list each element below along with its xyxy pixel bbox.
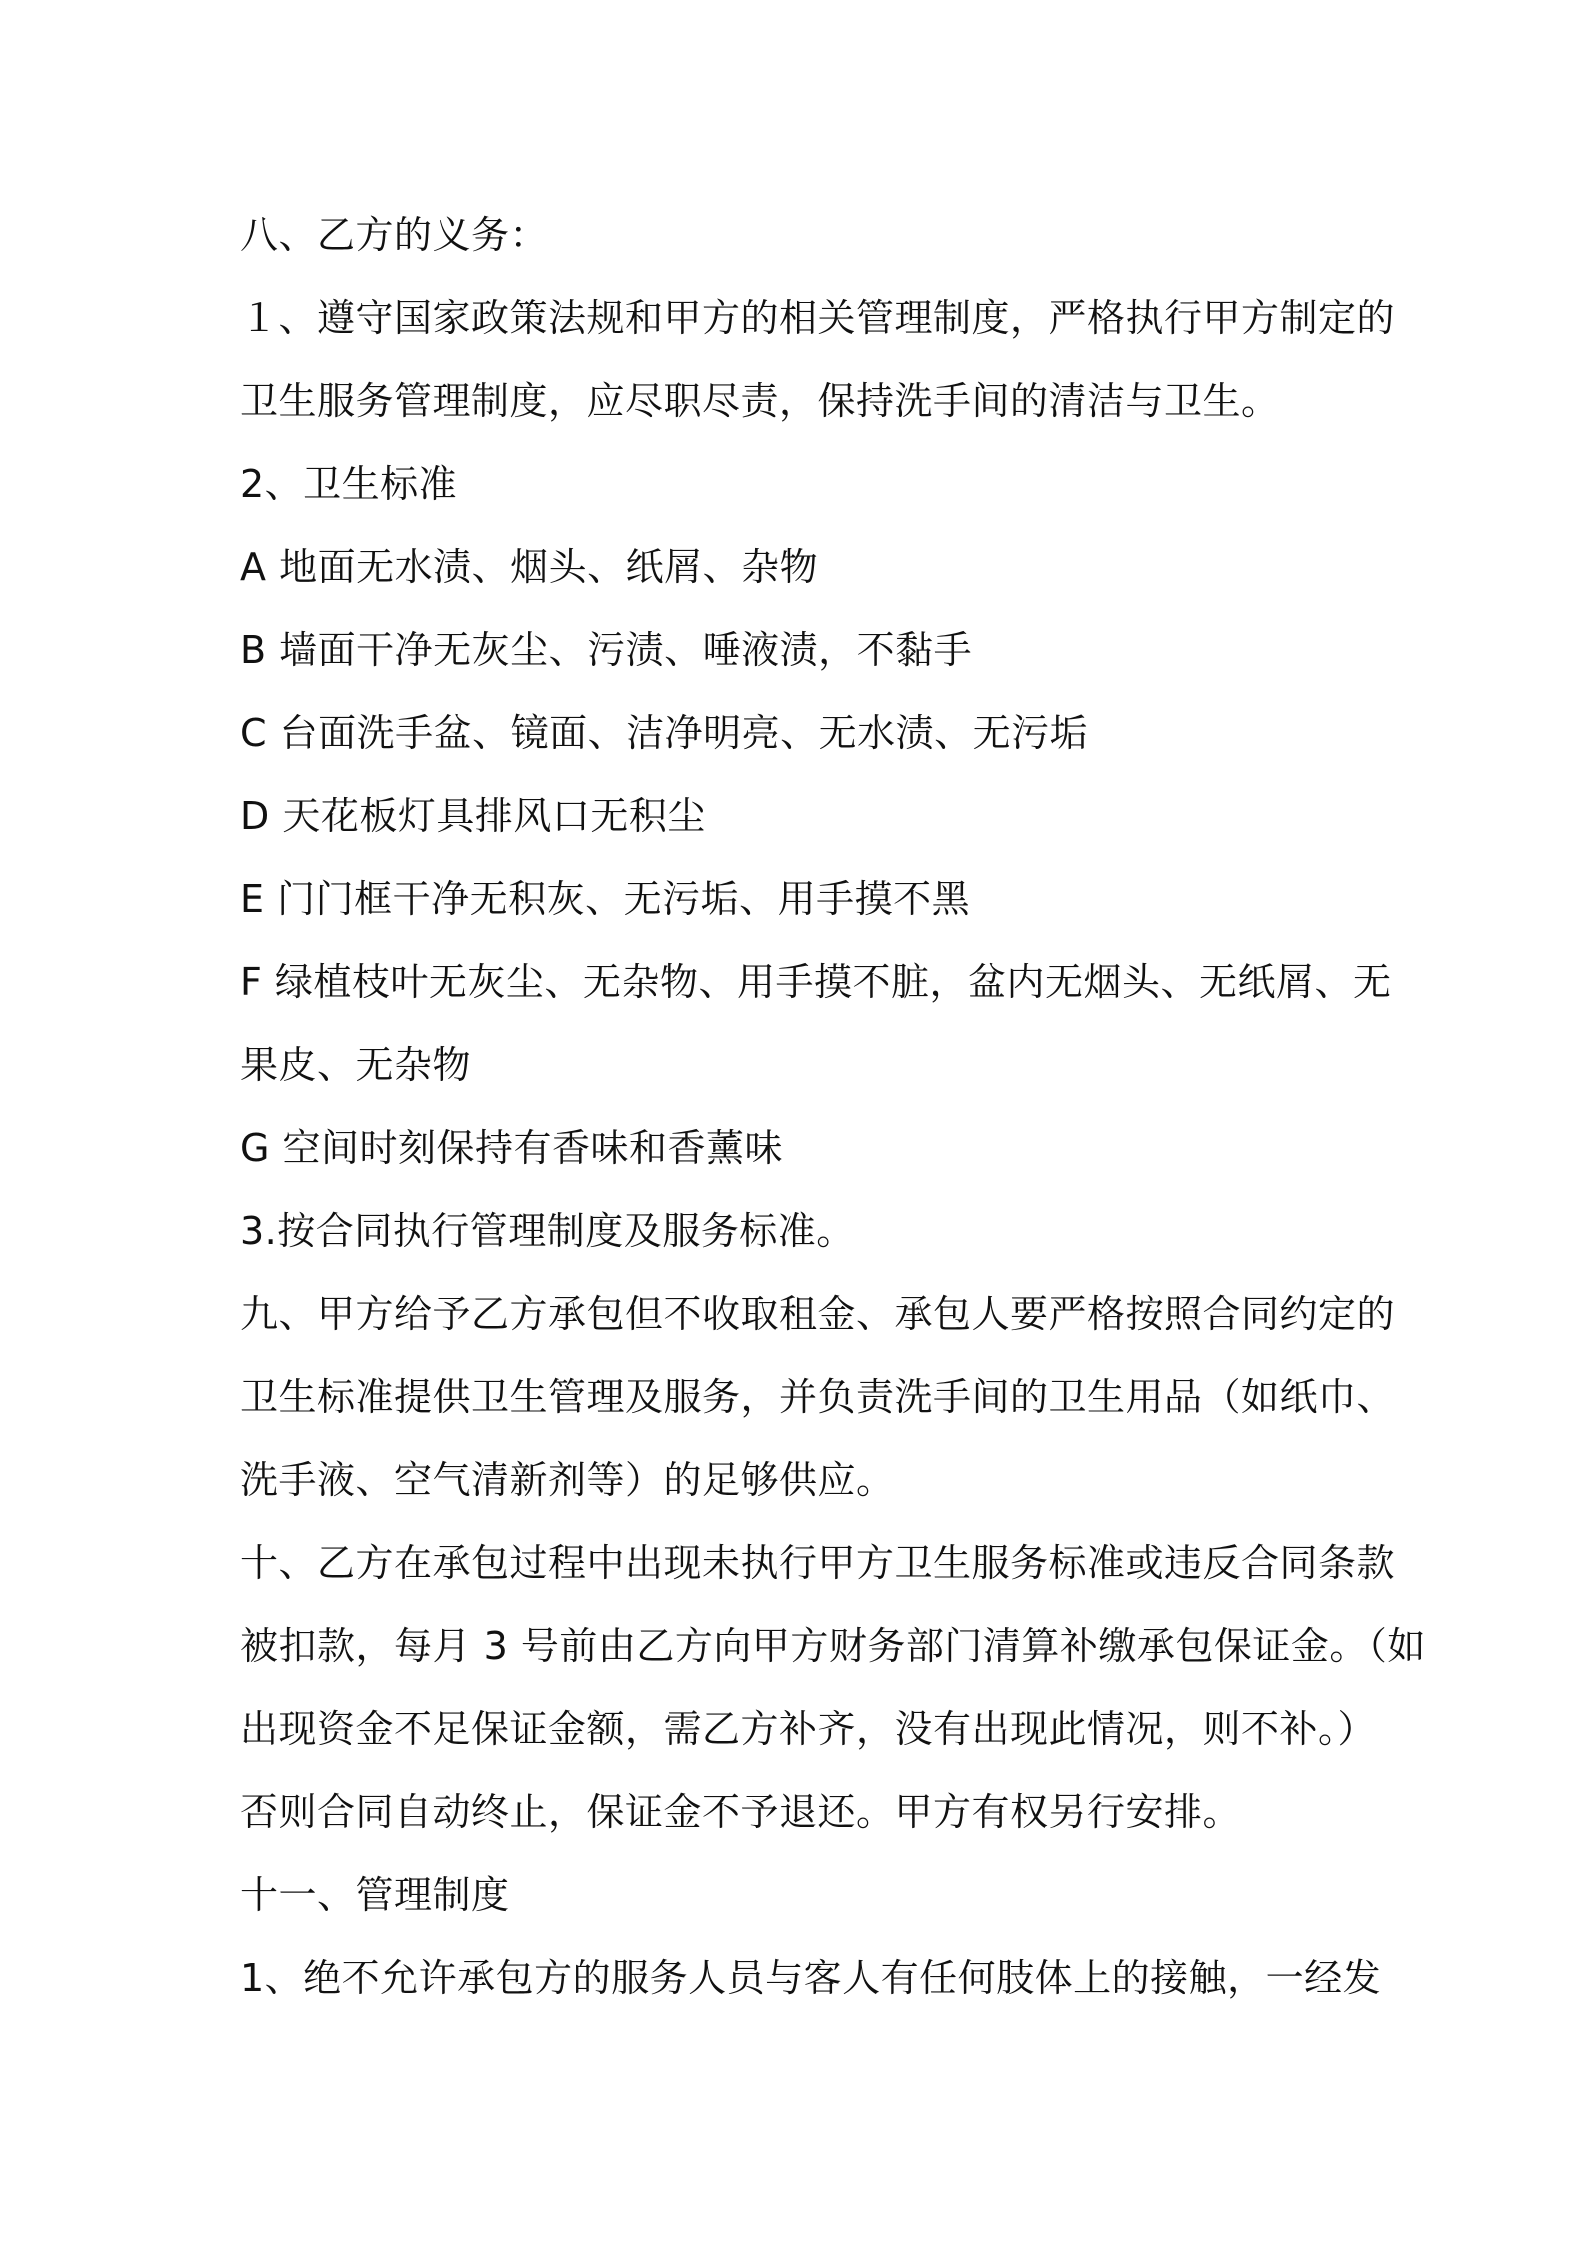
clause-8-1-line-2: 卫生服务管理制度，应尽职尽责，保持洗手间的清洁与卫生。 bbox=[240, 379, 1280, 423]
standard-d: D 天花板灯具排风口无积尘 bbox=[240, 794, 706, 838]
standard-f-line-1: F 绿植枝叶无灰尘、无杂物、用手摸不脏，盆内无烟头、无纸屑、无 bbox=[240, 960, 1392, 1004]
section-10-line-3: 出现资金不足保证金额，需乙方补齐，没有出现此情况，则不补。） bbox=[240, 1707, 1377, 1751]
section-9-line-3: 洗手液、空气清新剂等）的足够供应。 bbox=[240, 1458, 895, 1502]
standard-e: E 门门框干净无积灰、无污垢、用手摸不黑 bbox=[240, 877, 971, 921]
section-8-heading: 八、乙方的义务： bbox=[240, 213, 549, 257]
clause-8-1-line-1: １、遵守国家政策法规和甲方的相关管理制度，严格执行甲方制定的 bbox=[240, 296, 1396, 340]
section-9-line-2: 卫生标准提供卫生管理及服务，并负责洗手间的卫生用品（如纸巾、 bbox=[240, 1375, 1396, 1419]
clause-8-3: 3.按合同执行管理制度及服务标准。 bbox=[240, 1209, 855, 1253]
standard-f-line-2: 果皮、无杂物 bbox=[240, 1043, 472, 1087]
standard-g: G 空间时刻保持有香味和香薰味 bbox=[240, 1126, 784, 1170]
section-11-clause-1: 1、绝不允许承包方的服务人员与客人有任何肢体上的接触，一经发 bbox=[240, 1956, 1382, 2000]
section-9-line-1: 九、甲方给予乙方承包但不收取租金、承包人要严格按照合同约定的 bbox=[240, 1292, 1396, 1336]
section-10-line-2: 被扣款，每月 3 号前由乙方向甲方财务部门清算补缴承包保证金。（如 bbox=[240, 1624, 1426, 1668]
standard-b: B 墙面干净无灰尘、污渍、唾液渍，不黏手 bbox=[240, 628, 973, 672]
standard-c: C 台面洗手盆、镜面、洁净明亮、无水渍、无污垢 bbox=[240, 711, 1089, 755]
section-11-heading: 十一、管理制度 bbox=[240, 1873, 510, 1917]
clause-8-2-heading: 2、卫生标准 bbox=[240, 462, 458, 506]
section-10-line-4: 否则合同自动终止，保证金不予退还。甲方有权另行安排。 bbox=[240, 1790, 1242, 1834]
section-10-line-1: 十、乙方在承包过程中出现未执行甲方卫生服务标准或违反合同条款 bbox=[240, 1541, 1396, 1585]
standard-a: A 地面无水渍、烟头、纸屑、杂物 bbox=[240, 545, 819, 589]
